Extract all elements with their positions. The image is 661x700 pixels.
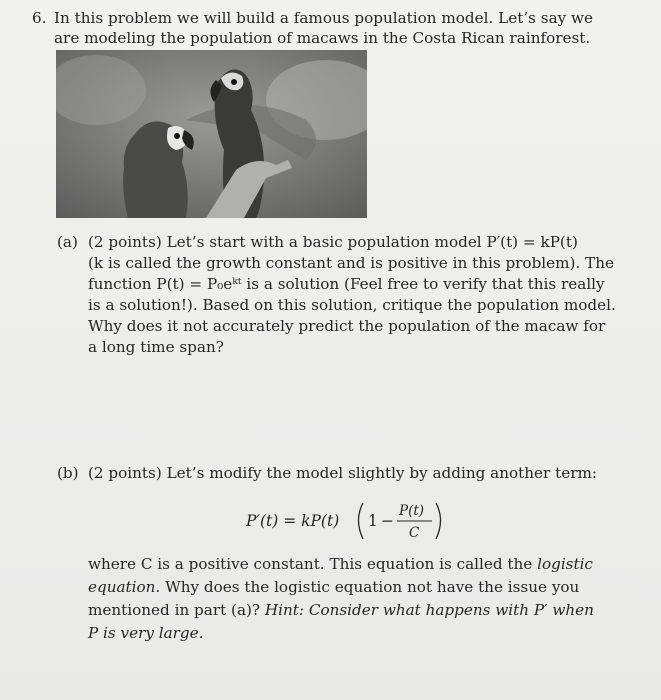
- macaw-photo: [56, 50, 367, 218]
- part-a-line-3: function P(t) = P₀eᵏᵗ is a solution (Feel free to verify that this really: [88, 275, 605, 293]
- part-a-line-5: Why does it not accurately predict the population of the macaw for: [88, 317, 606, 335]
- followup-line-1: where C is a positive constant. This equation is called the logistic: [88, 555, 593, 573]
- followup-line-3: mentioned in part (a)? Hint: Consider what happens with P′ when: [88, 601, 594, 619]
- logistic-term: logistic: [537, 555, 593, 573]
- fraction-numerator: P(t): [399, 503, 425, 519]
- equation-minus: −: [381, 512, 394, 530]
- part-b-label: (b): [57, 464, 79, 482]
- hint-text: Hint: Consider what happens with P′ when: [264, 601, 594, 619]
- part-b-followup: [88, 553, 594, 645]
- part-a-label: (a): [57, 233, 78, 251]
- logistic-equation: [246, 497, 466, 543]
- followup-line-2: equation. Why does the logistic equation not have the issue you: [88, 578, 580, 596]
- right-paren: [436, 503, 441, 539]
- part-a-line-6: a long time span?: [88, 338, 224, 356]
- equation-term: equation.: [88, 578, 161, 596]
- part-a-line-1: (2 points) Let’s start with a basic population model P′(t) = kP(t): [88, 233, 578, 251]
- part-a-line-4: is a solution!). Based on this solution, critique the population model.: [88, 296, 616, 314]
- intro-line-1: In this problem we will build a famous population model. Let’s say we: [54, 9, 594, 27]
- left-paren: [359, 503, 364, 539]
- problem-number: 6.: [32, 9, 47, 27]
- part-b-line-1: (2 points) Let’s modify the model slightly by adding another term:: [88, 464, 597, 482]
- followup-line-4: [88, 622, 594, 645]
- equation-one: 1: [368, 512, 378, 530]
- fraction-denominator: C: [409, 525, 420, 541]
- intro-line-2: are modeling the population of macaws in the Costa Rican rainforest.: [54, 29, 591, 47]
- part-a-line-2: (k is called the growth constant and is positive in this problem). The: [88, 254, 615, 272]
- equation-lhs: P′(t) = kP(t): [246, 512, 340, 530]
- hint-text-end: P is very large.: [88, 624, 204, 642]
